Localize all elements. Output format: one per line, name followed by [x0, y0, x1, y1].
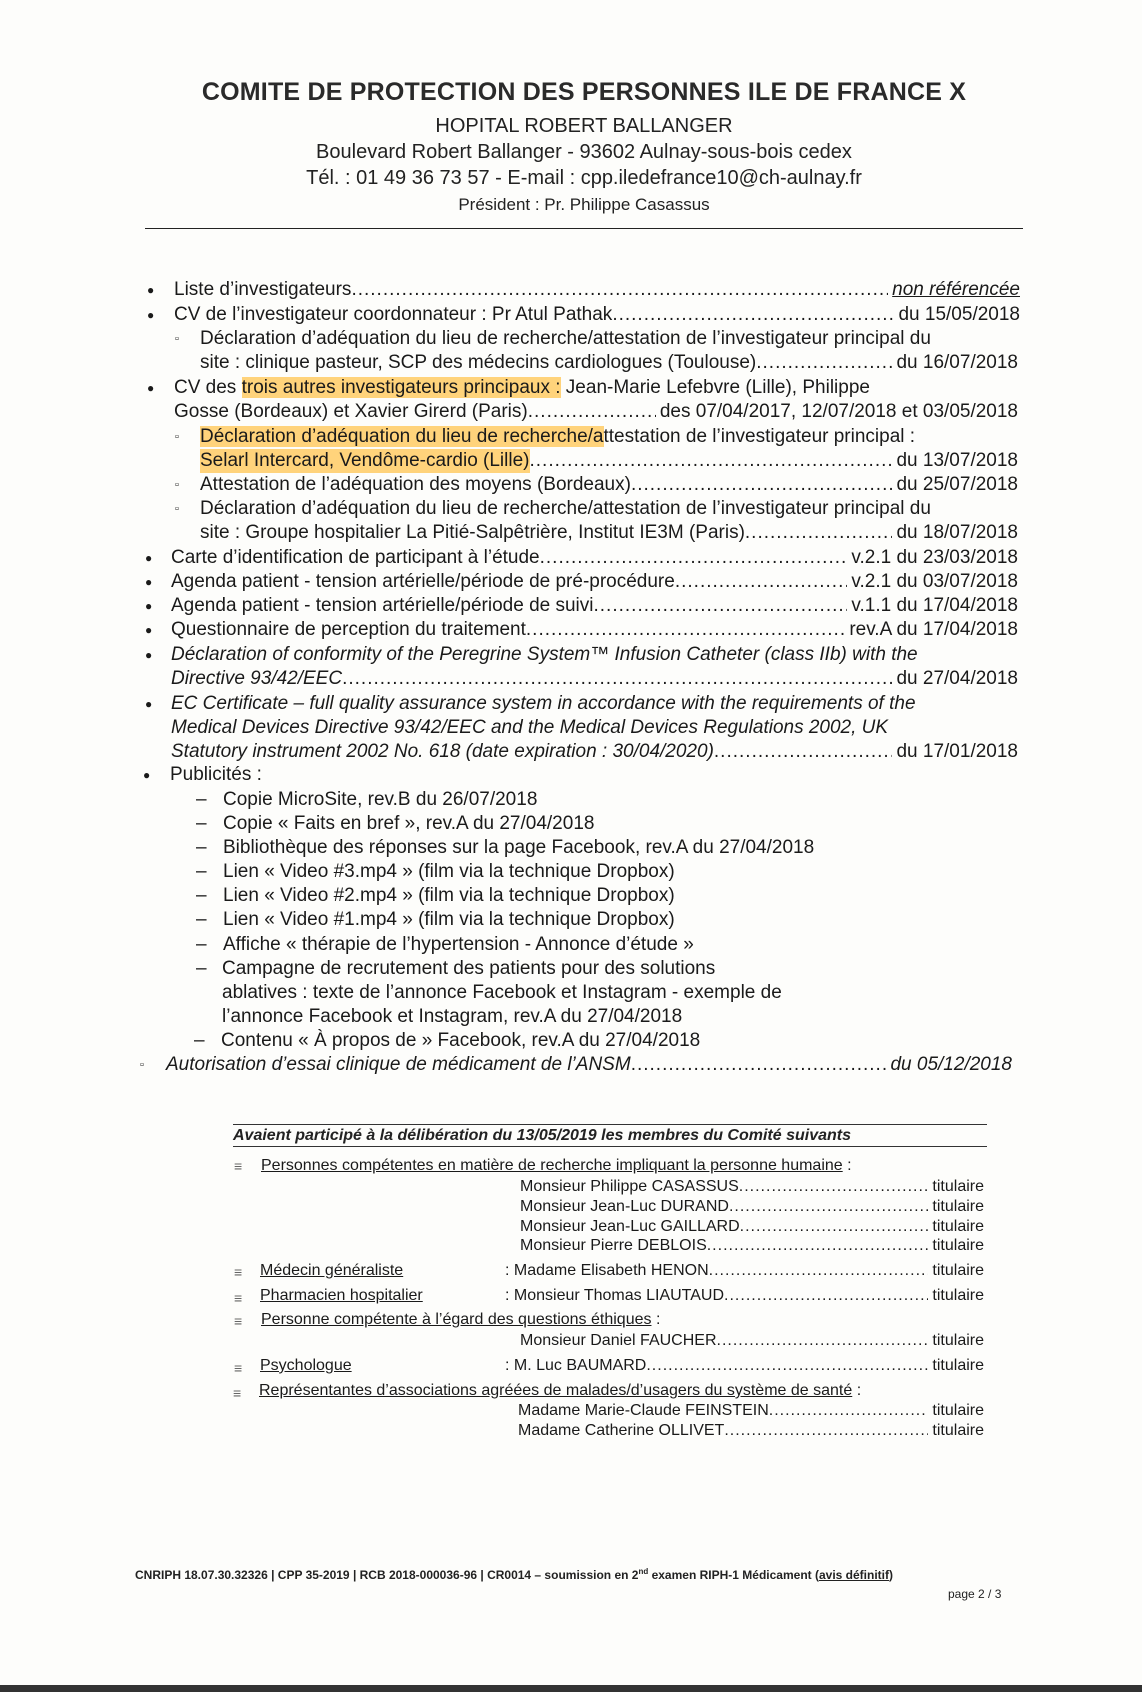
member-name: : Madame Elisabeth HENON — [505, 1262, 709, 1279]
item-value: rev.A du 17/04/2018 — [849, 619, 1018, 640]
list-item — [0, 1053, 1142, 1077]
item-label: Autorisation d’essai clinique de médicament de l’ANSM — [166, 1054, 631, 1075]
member-status: titulaire — [932, 1262, 984, 1279]
member-name: : M. Luc BAUMARD — [505, 1357, 647, 1374]
category-marker-icon: ≡ — [234, 1290, 243, 1306]
member-name: Madame Marie-Claude FEINSTEIN — [518, 1402, 769, 1419]
member-category — [0, 1381, 1142, 1401]
item-label: CV de l’investigateur coordonnateur : Pr Atul Pathak — [174, 304, 613, 325]
member-category — [0, 1356, 1142, 1376]
item-value: v.1.1 du 17/04/2018 — [851, 595, 1018, 616]
item-label: Lien « Video #3.mp4 » (film via la technique Dropbox) — [223, 861, 675, 882]
bullet-icon: ● — [145, 623, 153, 637]
member-status: titulaire — [932, 1357, 984, 1374]
sub-list-item — [0, 908, 1142, 932]
member-name: Monsieur Jean-Luc GAILLARD — [520, 1218, 740, 1235]
item-label: CV des — [174, 377, 242, 398]
member-category — [0, 1261, 1142, 1281]
item-value: du 15/05/2018 — [898, 304, 1020, 325]
bullet-icon: ● — [145, 697, 153, 711]
member-status: titulaire — [932, 1332, 984, 1349]
item-label: Lien « Video #2.mp4 » (film via la technique Dropbox) — [223, 885, 675, 906]
list-item-continuation — [0, 351, 1142, 375]
member-row — [0, 1331, 1142, 1351]
item-value: du 18/07/2018 — [896, 522, 1018, 543]
item-label: Medical Devices Directive 93/42/EEC and the Medical Devices Regulations 2002, UK — [171, 717, 889, 738]
footer-reference — [135, 1567, 893, 1582]
item-value: du 16/07/2018 — [896, 352, 1018, 373]
bullet-icon: ● — [145, 551, 153, 565]
footer-superscript: nd — [638, 1567, 649, 1576]
header-divider — [145, 228, 1023, 229]
member-row — [0, 1177, 1142, 1197]
item-label: Directive 93/42/EEC — [171, 668, 343, 689]
sub-list-item — [0, 933, 1142, 957]
member-name: Monsieur Jean-Luc DURAND — [520, 1198, 729, 1215]
dash-icon: – — [196, 813, 207, 834]
square-bullet-icon: ▫ — [175, 333, 179, 345]
member-status: titulaire — [932, 1178, 984, 1195]
item-value: v.2.1 du 03/07/2018 — [851, 571, 1018, 592]
category-marker-icon: ≡ — [234, 1158, 243, 1174]
item-label: site : Groupe hospitalier La Pitié-Salpêtrière, Institut IE3M (Paris) — [200, 522, 745, 543]
bullet-icon: ● — [145, 599, 153, 613]
letterhead — [145, 78, 1023, 215]
item-label: Lien « Video #1.mp4 » (film via la technique Dropbox) — [223, 909, 675, 930]
members-title: Avaient participé à la délibération du 13/05/2019 les membres du Comité suivants — [233, 1124, 987, 1147]
item-label: Gosse (Bordeaux) et Xavier Girerd (Paris) — [174, 401, 528, 422]
list-item — [0, 376, 1142, 400]
sub-list-item — [0, 788, 1142, 812]
member-status: titulaire — [932, 1402, 984, 1419]
dash-icon: – — [196, 789, 207, 810]
sub-list-item-continuation — [0, 1005, 1142, 1029]
list-item — [0, 594, 1142, 618]
president-line: Président : Pr. Philippe Casassus — [458, 195, 710, 214]
item-value: du 27/04/2018 — [896, 668, 1018, 689]
item-value: non référencée — [892, 279, 1020, 300]
highlighted-text: trois autres investigateurs principaux : — [241, 377, 561, 398]
category-label: Représentantes d’associations agréées de malades/d’usagers du système de santé — [259, 1382, 853, 1399]
list-item — [0, 570, 1142, 594]
list-item — [0, 303, 1142, 327]
bullet-icon: ● — [147, 283, 155, 297]
colon: : — [655, 1311, 661, 1328]
member-name: : Monsieur Thomas LIAUTAUD — [505, 1287, 725, 1304]
sub-list-item — [0, 860, 1142, 884]
item-label: ablatives : texte de l’annonce Facebook et Instagram - exemple de — [222, 982, 782, 1003]
item-value: des 07/04/2017, 12/07/2018 et 03/05/2018 — [659, 401, 1018, 422]
list-item — [0, 497, 1142, 521]
bottom-edge — [0, 1685, 1142, 1692]
item-value: du 05/12/2018 — [890, 1054, 1012, 1075]
category-label: Pharmacien hospitalier — [260, 1287, 423, 1304]
category-label: Personne compétente à l’égard des questions éthiques — [261, 1311, 652, 1328]
member-status: titulaire — [932, 1287, 984, 1304]
member-row — [0, 1421, 1142, 1441]
bullet-icon: ● — [145, 648, 153, 662]
member-row — [0, 1197, 1142, 1217]
sub-list-item — [0, 1029, 1142, 1053]
colon: : — [856, 1382, 862, 1399]
dash-icon: – — [196, 837, 207, 858]
category-label: Personnes compétentes en matière de recherche impliquant la personne humaine — [261, 1157, 843, 1174]
dash-icon: – — [194, 1030, 205, 1051]
list-item — [0, 278, 1142, 302]
item-label: EC Certificate – full quality assurance system in accordance with the requirements of the — [171, 693, 916, 714]
footer-text: CNRIPH 18.07.30.32326 | CPP 35-2019 | RCB 2018-000036-96 | CR0014 – soumission en 2 — [135, 1568, 639, 1582]
list-item-continuation — [0, 667, 1142, 691]
member-status: titulaire — [932, 1422, 984, 1439]
list-item-continuation — [0, 740, 1142, 764]
item-label: Attestation de l’adéquation des moyens (Bordeaux) — [200, 474, 631, 495]
item-label: Déclaration of conformity of the Peregrine System™ Infusion Catheter (class IIb) with the — [171, 644, 918, 665]
list-item — [0, 692, 1142, 716]
item-label: Statutory instrument 2002 No. 618 (date expiration : 30/04/2020) — [171, 741, 714, 762]
square-bullet-icon: ▫ — [140, 1059, 144, 1071]
category-marker-icon: ≡ — [234, 1360, 243, 1376]
item-value: du 25/07/2018 — [896, 474, 1018, 495]
member-category — [0, 1286, 1142, 1306]
item-label: Bibliothèque des réponses sur la page Facebook, rev.A du 27/04/2018 — [223, 837, 815, 858]
square-bullet-icon: ▫ — [175, 503, 179, 515]
hospital-contact: Tél. : 01 49 36 73 57 - E-mail : cpp.iledefrance10@ch-aulnay.fr — [306, 167, 862, 189]
list-item-continuation — [0, 449, 1142, 473]
dash-icon: – — [196, 934, 207, 955]
list-item-continuation — [0, 716, 1142, 740]
item-value: v.2.1 du 23/03/2018 — [851, 547, 1018, 568]
member-row — [0, 1401, 1142, 1421]
page-number: page 2 / 3 — [948, 1587, 1002, 1601]
item-label: Déclaration d’adéquation du lieu de recherche/attestation de l’investigateur principal du — [200, 498, 931, 519]
sub-list-item-continuation — [0, 981, 1142, 1005]
item-label: l’annonce Facebook et Instagram, rev.A du 27/04/2018 — [222, 1006, 683, 1027]
bullet-icon: ● — [147, 308, 155, 322]
item-label: Affiche « thérapie de l’hypertension - Annonce d’étude » — [223, 934, 694, 955]
hospital-name: HOPITAL ROBERT BALLANGER — [435, 115, 733, 137]
category-marker-icon: ≡ — [234, 1313, 243, 1329]
member-name: Monsieur Philippe CASASSUS — [520, 1178, 739, 1195]
square-bullet-icon: ▫ — [175, 431, 179, 443]
sub-list-item — [0, 836, 1142, 860]
sub-list-item — [0, 812, 1142, 836]
sub-list-item — [0, 957, 1142, 981]
dash-icon: – — [196, 958, 207, 979]
item-label: Déclaration d’adéquation du lieu de recherche/attestation de l’investigateur principal du — [200, 328, 931, 349]
dash-icon: – — [196, 885, 207, 906]
item-value: du 13/07/2018 — [896, 450, 1018, 471]
footer-text: examen RIPH-1 Médicament ( — [648, 1568, 819, 1582]
dash-icon: – — [196, 909, 207, 930]
square-bullet-icon: ▫ — [175, 479, 179, 491]
member-category — [0, 1310, 1142, 1330]
category-marker-icon: ≡ — [234, 1264, 243, 1280]
item-label: Agenda patient - tension artérielle/période de pré-procédure — [171, 571, 675, 592]
hospital-address: Boulevard Robert Ballanger - 93602 Aulnay-sous-bois cedex — [316, 141, 852, 163]
item-label: Copie « Faits en bref », rev.A du 27/04/2018 — [223, 813, 595, 834]
list-item — [0, 643, 1142, 667]
item-label: Contenu « À propos de » Facebook, rev.A du 27/04/2018 — [221, 1030, 701, 1051]
list-item — [0, 546, 1142, 570]
member-row — [0, 1236, 1142, 1256]
item-label: Liste d’investigateurs — [174, 279, 352, 300]
bullet-icon: ● — [147, 381, 155, 395]
dash-icon: – — [196, 861, 207, 882]
category-label: Psychologue — [260, 1357, 352, 1374]
item-label: Agenda patient - tension artérielle/période de suivi — [171, 595, 594, 616]
highlighted-text: Selarl Intercard, Vendôme-cardio (Lille) — [200, 450, 530, 471]
bullet-icon: ● — [145, 575, 153, 589]
footer-avis: avis définitif — [818, 1568, 889, 1582]
footer-text: ) — [888, 1568, 893, 1582]
item-label: site : clinique pasteur, SCP des médecins cardiologues (Toulouse) — [200, 352, 757, 373]
member-category — [0, 1156, 1142, 1176]
member-status: titulaire — [932, 1198, 984, 1215]
list-item — [0, 327, 1142, 351]
item-value: du 17/01/2018 — [896, 741, 1018, 762]
list-item-continuation — [0, 521, 1142, 545]
category-label: Médecin généraliste — [260, 1262, 404, 1279]
item-label: Carte d’identification de participant à l’étude — [171, 547, 540, 568]
list-item — [0, 473, 1142, 497]
bullet-icon: ● — [143, 768, 151, 782]
highlighted-text: Déclaration d’adéquation du lieu de recherche/a — [200, 426, 604, 447]
list-item — [0, 763, 1142, 787]
member-status: titulaire — [932, 1218, 984, 1235]
sub-list-item — [0, 884, 1142, 908]
item-label: ttestation de l’investigateur principal : — [603, 426, 916, 447]
colon: : — [847, 1157, 852, 1174]
member-name: Monsieur Pierre DEBLOIS — [520, 1237, 707, 1254]
committee-title: COMITE DE PROTECTION DES PERSONNES ILE DE FRANCE X — [201, 78, 967, 106]
member-row — [0, 1217, 1142, 1237]
item-label: Jean-Marie Lefebvre (Lille), Philippe — [560, 377, 870, 398]
list-item — [0, 618, 1142, 642]
member-name: Monsieur Daniel FAUCHER — [520, 1332, 717, 1349]
item-label: Copie MicroSite, rev.B du 26/07/2018 — [223, 789, 538, 810]
member-name: Madame Catherine OLLIVET — [518, 1422, 725, 1439]
item-label: Questionnaire de perception du traitement — [171, 619, 526, 640]
member-status: titulaire — [932, 1237, 984, 1254]
item-label: Campagne de recrutement des patients pour des solutions — [222, 958, 716, 979]
list-item-continuation — [0, 400, 1142, 424]
list-item — [0, 425, 1142, 449]
category-marker-icon: ≡ — [233, 1385, 242, 1401]
item-label: Publicités : — [170, 764, 262, 785]
